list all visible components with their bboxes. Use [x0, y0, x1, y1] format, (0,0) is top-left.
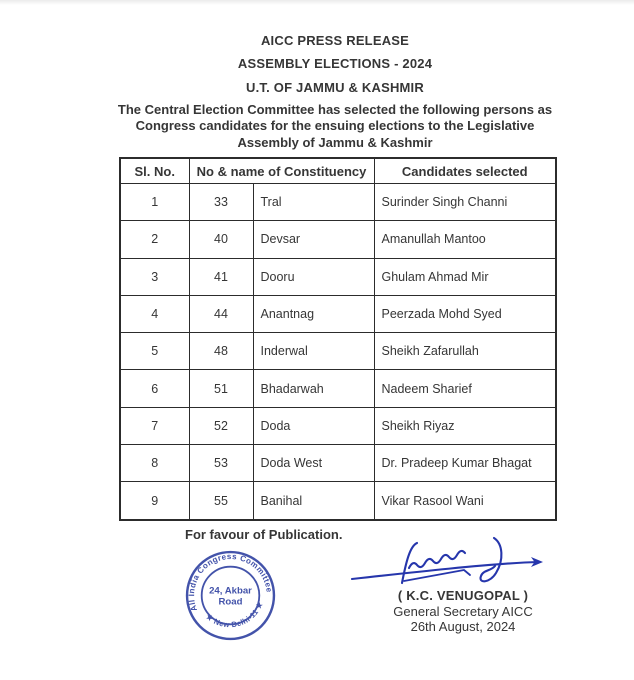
- cell-sl-no: 9: [120, 482, 189, 520]
- doc-title-line2: ASSEMBLY ELECTIONS - 2024: [237, 56, 433, 71]
- cell-sl-no: 7: [120, 407, 189, 444]
- cell-constituency-name: Inderwal: [253, 333, 374, 370]
- intro-line: The Central Election Committee has selected the following persons as: [117, 102, 553, 117]
- cell-constituency-name: Bhadarwah: [253, 370, 374, 407]
- signature-stroke: [481, 538, 502, 581]
- cell-constituency-name: Anantnag: [253, 295, 374, 332]
- cell-constituency-no: 48: [189, 333, 253, 370]
- table-row: [120, 333, 556, 370]
- cell-constituency-no: 52: [189, 407, 253, 444]
- cell-candidate-name: Dr. Pradeep Kumar Bhagat: [374, 445, 556, 482]
- cell-constituency-no: 51: [189, 370, 253, 407]
- table-row: [120, 482, 556, 520]
- cell-candidate-name: Ghulam Ahmad Mir: [374, 258, 556, 295]
- cell-candidate-name: Peerzada Mohd Syed: [374, 295, 556, 332]
- stamp-center-line1: 24, Akbar: [209, 585, 252, 597]
- cell-sl-no: 6: [120, 370, 189, 407]
- cell-sl-no: 1: [120, 184, 189, 221]
- cell-candidate-name: Sheikh Zafarullah: [374, 333, 556, 370]
- congress-round-stamp: [183, 548, 278, 643]
- column-header-sl-no: Sl. No.: [120, 158, 189, 184]
- signature-stroke: [409, 551, 465, 568]
- cell-constituency-name: Banihal: [253, 482, 374, 520]
- column-header-candidates: Candidates selected: [374, 158, 556, 184]
- signatory-block: [378, 588, 548, 635]
- cell-constituency-name: Tral: [253, 184, 374, 221]
- cell-sl-no: 4: [120, 295, 189, 332]
- signatory-name: ( K.C. VENUGOPAL ): [397, 588, 529, 603]
- cell-constituency-no: 41: [189, 258, 253, 295]
- scan-edge-shadow: [0, 0, 634, 5]
- cell-sl-no: 2: [120, 221, 189, 258]
- cell-constituency-no: 40: [189, 221, 253, 258]
- table-body: [120, 184, 556, 520]
- cell-candidate-name: Amanullah Mantoo: [374, 221, 556, 258]
- intro-paragraph: [107, 102, 563, 151]
- cell-candidate-name: Nadeem Sharief: [374, 370, 556, 407]
- stamp-center-line2: Road: [218, 596, 243, 608]
- table-row: [120, 370, 556, 407]
- table-row: [120, 184, 556, 221]
- table-row: [120, 445, 556, 482]
- table-row: [120, 407, 556, 444]
- cell-constituency-no: 33: [189, 184, 253, 221]
- cell-constituency-name: Dooru: [253, 258, 374, 295]
- intro-line: Congress candidates for the ensuing elections to the Legislative: [135, 118, 535, 134]
- doc-title-line3: U.T. OF JAMMU & KASHMIR: [246, 80, 424, 95]
- table-row: [120, 258, 556, 295]
- candidates-table: [119, 157, 557, 521]
- cell-constituency-no: 53: [189, 445, 253, 482]
- table-row: [120, 221, 556, 258]
- cell-candidate-name: Surinder Singh Channi: [374, 184, 556, 221]
- table-header-row: [120, 158, 556, 184]
- table-row: [120, 295, 556, 332]
- cell-candidate-name: Vikar Rasool Wani: [374, 482, 556, 520]
- doc-title-line1: AICC PRESS RELEASE: [260, 33, 410, 48]
- signature-stroke: [352, 562, 538, 579]
- candidates-table-wrap: [119, 157, 557, 521]
- cell-constituency-name: Devsar: [253, 221, 374, 258]
- cell-constituency-no: 44: [189, 295, 253, 332]
- cell-sl-no: 8: [120, 445, 189, 482]
- stamp-ring-top-text: All India Congress Committee: [187, 552, 274, 613]
- stamp-ring-bottom-text: ★ New Delhi-11 ★: [204, 600, 265, 630]
- cell-sl-no: 3: [120, 258, 189, 295]
- cell-sl-no: 5: [120, 333, 189, 370]
- signatory-title: General Secretary AICC: [393, 603, 533, 619]
- cell-constituency-no: 55: [189, 482, 253, 520]
- column-header-constituency: No & name of Constituency: [189, 158, 374, 184]
- cell-constituency-name: Doda West: [253, 445, 374, 482]
- intro-line: Assembly of Jammu & Kashmir: [237, 134, 433, 150]
- cell-constituency-name: Doda: [253, 407, 374, 444]
- publication-note: For favour of Publication.: [185, 527, 343, 542]
- cell-candidate-name: Sheikh Riyaz: [374, 407, 556, 444]
- signatory-date: 26th August, 2024: [410, 619, 516, 635]
